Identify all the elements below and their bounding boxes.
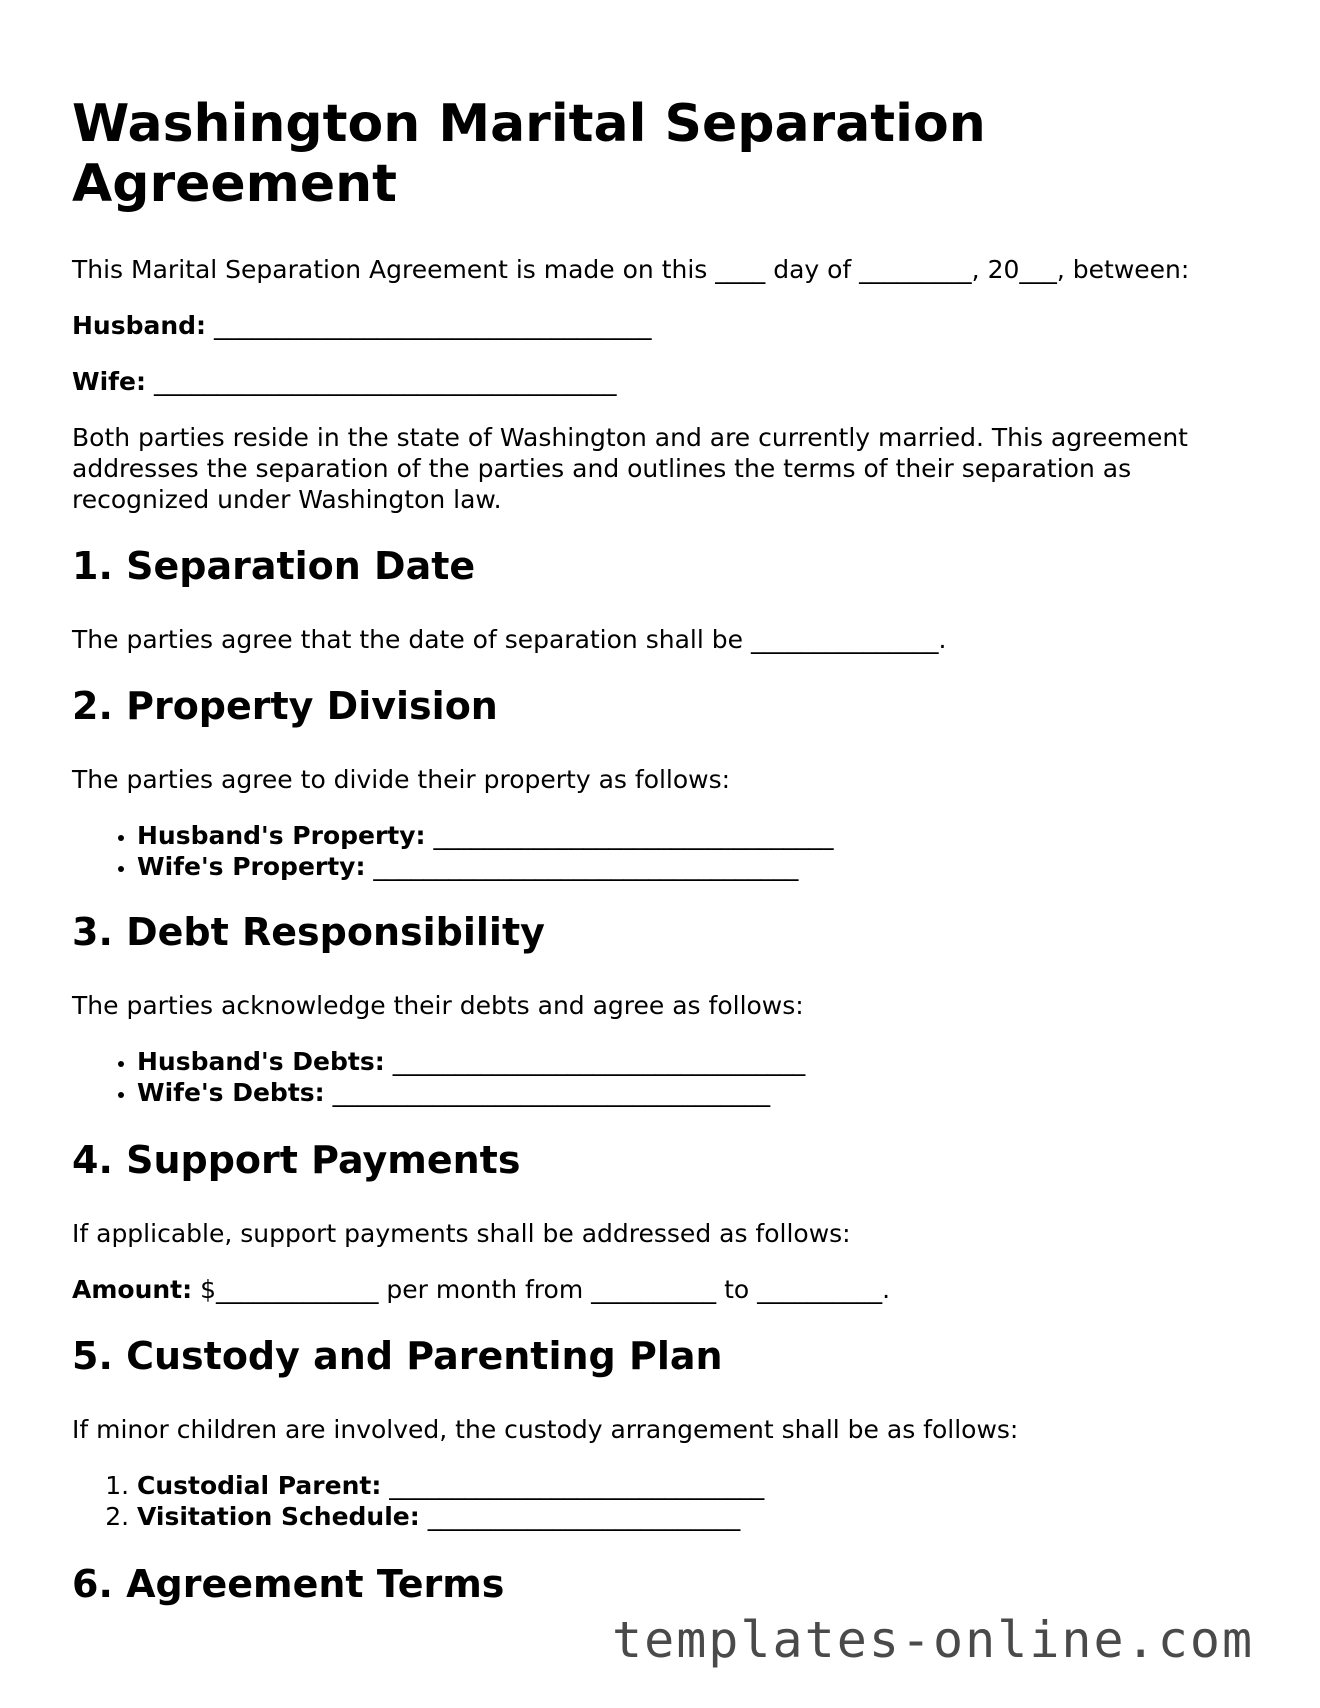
husband-property-field[interactable]: ________________________________ [433,821,834,850]
list-item [137,1077,805,1108]
husband-property-label: Husband's Property: [137,821,426,850]
debt-responsibility-text: The parties acknowledge their debts and agree as follows: [72,991,804,1020]
support-amount-line [72,1274,890,1305]
wife-label: Wife: [72,367,146,396]
husband-debts-label: Husband's Debts: [137,1047,385,1076]
visitation-schedule-label: Visitation Schedule: [137,1502,420,1531]
list-item [137,1501,764,1532]
section-heading-support-payments: 4. Support Payments [72,1138,521,1182]
property-list [72,820,834,882]
intro-line: This Marital Separation Agreement is made on this ____ day of _________, 20___, between: [72,255,1190,284]
section-heading-property-division: 2. Property Division [72,684,498,728]
support-payments-text: If applicable, support payments shall be addressed as follows: [72,1219,851,1248]
custody-list [72,1470,764,1532]
wife-name-field[interactable]: _____________________________________ [153,367,617,396]
section-heading-agreement-terms: 6. Agreement Terms [72,1562,505,1606]
preamble-paragraph: Both parties reside in the state of Washington and are currently married. This agreement addresses the separation of the parties and outlines the terms of their separation as recognized under Washington law. [72,423,1188,514]
list-item [137,820,834,851]
list-item [137,851,834,882]
wife-line [72,366,616,397]
document-title: Washington Marital Separation Agreement [72,94,986,214]
wife-property-field[interactable]: __________________________________ [373,852,799,881]
amount-label: Amount: [72,1275,193,1304]
visitation-schedule-field[interactable]: _________________________ [427,1502,741,1531]
wife-debts-label: Wife's Debts: [137,1078,325,1107]
section-heading-separation-date: 1. Separation Date [72,544,476,588]
amount-field[interactable]: $_____________ per month from __________ to __________. [200,1275,891,1304]
watermark: templates-online.com [612,1611,1255,1669]
debt-list [72,1046,805,1108]
list-item [137,1046,805,1077]
custody-text: If minor children are involved, the custody arrangement shall be as follows: [72,1415,1019,1444]
wife-property-label: Wife's Property: [137,852,366,881]
section-heading-debt-responsibility: 3. Debt Responsibility [72,910,545,954]
property-division-text: The parties agree to divide their property as follows: [72,765,731,794]
separation-date-text: The parties agree that the date of separation shall be _______________. [72,625,947,654]
husband-name-field[interactable]: ___________________________________ [214,311,652,340]
custodial-parent-label: Custodial Parent: [137,1471,382,1500]
custodial-parent-field[interactable]: ______________________________ [389,1471,765,1500]
section-heading-custody: 5. Custody and Parenting Plan [72,1334,723,1378]
husband-debts-field[interactable]: _________________________________ [392,1047,806,1076]
wife-debts-field[interactable]: ___________________________________ [332,1078,771,1107]
list-item [137,1470,764,1501]
husband-line [72,310,652,341]
husband-label: Husband: [72,311,207,340]
